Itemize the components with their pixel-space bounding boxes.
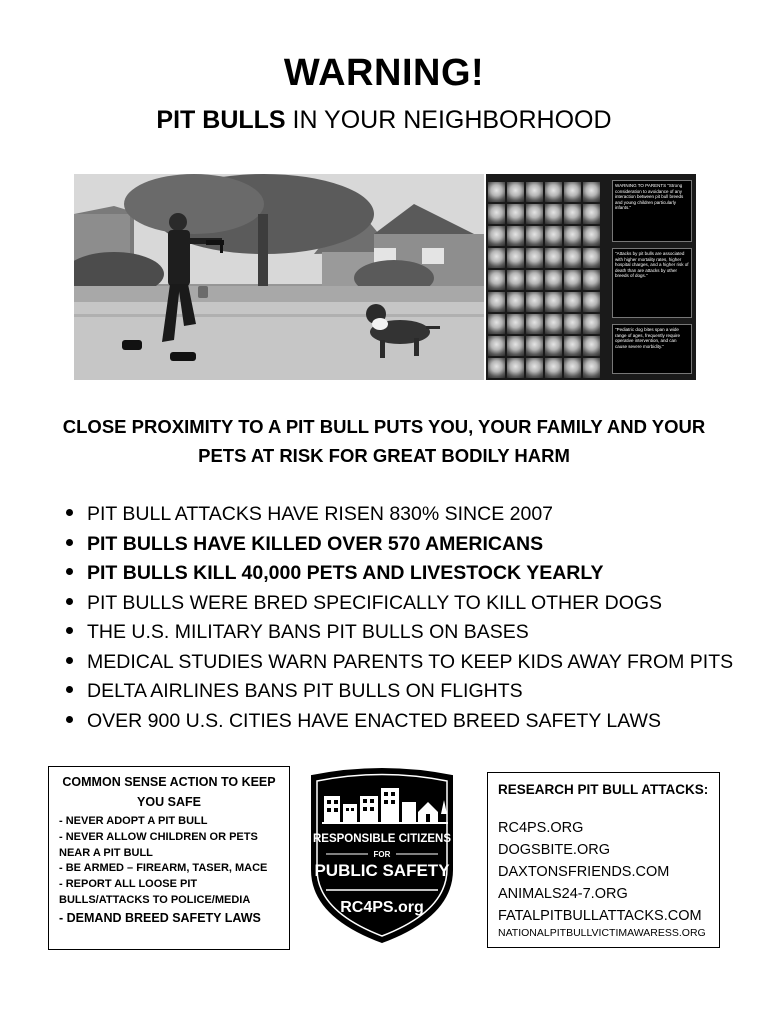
victim-photo <box>583 182 600 202</box>
logo-line2: FOR <box>373 850 391 859</box>
list-item: DELTA AIRLINES BANS PIT BULLS ON FLIGHTS <box>66 677 733 707</box>
victim-photo <box>545 182 562 202</box>
research-links <box>498 817 719 940</box>
subtitle-bold: PIT BULLS <box>156 106 286 134</box>
victim-photo <box>564 358 581 378</box>
risk-headline: CLOSE PROXIMITY TO A PIT BULL PUTS YOU, YOUR FAMILY AND YOUR PETS AT RISK FOR GREAT BODILY HARM <box>62 416 706 466</box>
victim-photo <box>526 336 543 356</box>
victim-photo-grid <box>488 182 606 378</box>
victims-collage <box>486 174 696 380</box>
bullet-icon <box>66 568 73 575</box>
bullet-icon <box>66 509 73 516</box>
bullet-icon <box>66 539 73 546</box>
victim-photo <box>488 270 505 290</box>
victim-photo <box>488 358 505 378</box>
victim-photo <box>583 248 600 268</box>
bullet-icon <box>66 716 73 723</box>
victim-photo <box>526 204 543 224</box>
list-item: PIT BULLS KILL 40,000 PETS AND LIVESTOCK YEARLY <box>66 559 733 589</box>
victim-photo <box>583 292 600 312</box>
victim-photo <box>545 358 562 378</box>
safety-actions-list <box>49 814 289 928</box>
victim-photo <box>583 226 600 246</box>
research-link: DOGSBITE.ORG <box>498 842 610 858</box>
list-item: PIT BULLS HAVE KILLED OVER 570 AMERICANS <box>66 530 733 560</box>
research-link: FATALPITBULLATTACKS.COM <box>498 908 702 924</box>
list-item: PIT BULLS WERE BRED SPECIFICALLY TO KILL OTHER DOGS <box>66 589 733 619</box>
victim-photo <box>488 226 505 246</box>
victim-photo <box>488 182 505 202</box>
research-link: ANIMALS24-7.ORG <box>498 886 628 902</box>
victim-photo <box>507 182 524 202</box>
victim-photo <box>526 292 543 312</box>
victim-photo <box>583 204 600 224</box>
safety-actions-box <box>48 766 290 950</box>
victim-photo <box>545 292 562 312</box>
study-quote-panel: "Pediatric dog bites span a wide range of ages, frequently require operative intervention, and can cause severe morbidity." <box>612 324 692 374</box>
victim-photo <box>564 226 581 246</box>
victim-photo <box>507 204 524 224</box>
victim-photo <box>507 292 524 312</box>
victim-photo <box>583 270 600 290</box>
subtitle-rest: IN YOUR NEIGHBORHOOD <box>285 106 612 134</box>
bullet-icon <box>66 657 73 664</box>
rc4ps-logo <box>306 766 458 944</box>
victim-photo <box>526 248 543 268</box>
victim-photo <box>545 226 562 246</box>
list-item: THE U.S. MILITARY BANS PIT BULLS ON BASES <box>66 618 733 648</box>
bullet-icon <box>66 686 73 693</box>
logo-line4: RC4PS.org <box>340 899 424 916</box>
victim-photo <box>488 292 505 312</box>
research-link: DAXTONSFRIENDS.COM <box>498 864 670 880</box>
bullet-icon <box>66 598 73 605</box>
victim-photo <box>507 358 524 378</box>
victim-photo <box>564 182 581 202</box>
victim-photo <box>583 358 600 378</box>
photo-illustration <box>74 174 484 380</box>
study-quote-panel: "Attacks by pit bulls are associated with higher mortality rates, higher hospital charges, and a higher risk of death than are attacks by other breeds of dogs." <box>612 248 692 318</box>
victim-photo <box>488 248 505 268</box>
victim-photo <box>545 336 562 356</box>
victim-photo <box>545 248 562 268</box>
victim-photo <box>507 336 524 356</box>
research-title: RESEARCH PIT BULL ATTACKS: <box>498 782 709 797</box>
victim-photo <box>526 314 543 334</box>
victim-photo <box>564 314 581 334</box>
list-item: MEDICAL STUDIES WARN PARENTS TO KEEP KIDS AWAY FROM PITS <box>66 648 733 678</box>
list-item: - DEMAND BREED SAFETY LAWS <box>59 910 261 925</box>
victim-photo <box>507 248 524 268</box>
list-item: - NEVER ALLOW CHILDREN OR PETS NEAR A PIT BULL <box>59 830 258 859</box>
page-subtitle <box>0 106 768 135</box>
safety-actions-title: COMMON SENSE ACTION TO KEEP YOU SAFE <box>62 775 276 809</box>
victim-photo <box>526 270 543 290</box>
research-link: NATIONALPITBULLVICTIMAWARESS.ORG <box>498 927 706 939</box>
list-item: PIT BULL ATTACKS HAVE RISEN 830% SINCE 2007 <box>66 500 733 530</box>
list-item: - REPORT ALL LOOSE PIT BULLS/ATTACKS TO POLICE/MEDIA <box>59 878 251 906</box>
victim-photo <box>583 336 600 356</box>
research-box <box>487 772 720 948</box>
victim-photo <box>564 204 581 224</box>
victim-photo <box>545 314 562 334</box>
victim-photo <box>488 314 505 334</box>
page-title: WARNING! <box>283 52 485 94</box>
victim-photo <box>526 182 543 202</box>
victim-photo <box>507 226 524 246</box>
victim-photo <box>564 248 581 268</box>
victim-photo <box>526 358 543 378</box>
victim-photo <box>545 204 562 224</box>
facts-list <box>66 500 733 736</box>
logo-line3: PUBLIC SAFETY <box>314 861 450 880</box>
victim-photo <box>488 204 505 224</box>
victim-photo <box>526 226 543 246</box>
list-item: - BE ARMED – FIREARM, TASER, MACE <box>59 862 268 875</box>
victim-photo <box>545 270 562 290</box>
warning-panel: WARNING TO PARENTS "Strong consideration to avoidance of any interaction between pit bull breeds and young children particularly infants." <box>612 180 692 242</box>
list-item: OVER 900 U.S. CITIES HAVE ENACTED BREED SAFETY LAWS <box>66 707 733 737</box>
list-item: - NEVER ADOPT A PIT BULL <box>59 815 208 827</box>
victim-photo <box>507 270 524 290</box>
research-link: RC4PS.ORG <box>498 820 584 836</box>
victim-photo <box>583 314 600 334</box>
victim-photo <box>564 336 581 356</box>
logo-line1: RESPONSIBLE CITIZENS <box>312 833 452 845</box>
police-dog-photo <box>74 174 484 380</box>
shield-logo-icon <box>306 766 458 944</box>
bullet-icon <box>66 627 73 634</box>
victim-photo <box>564 292 581 312</box>
victim-photo <box>507 314 524 334</box>
victim-photo <box>564 270 581 290</box>
victim-photo <box>488 336 505 356</box>
